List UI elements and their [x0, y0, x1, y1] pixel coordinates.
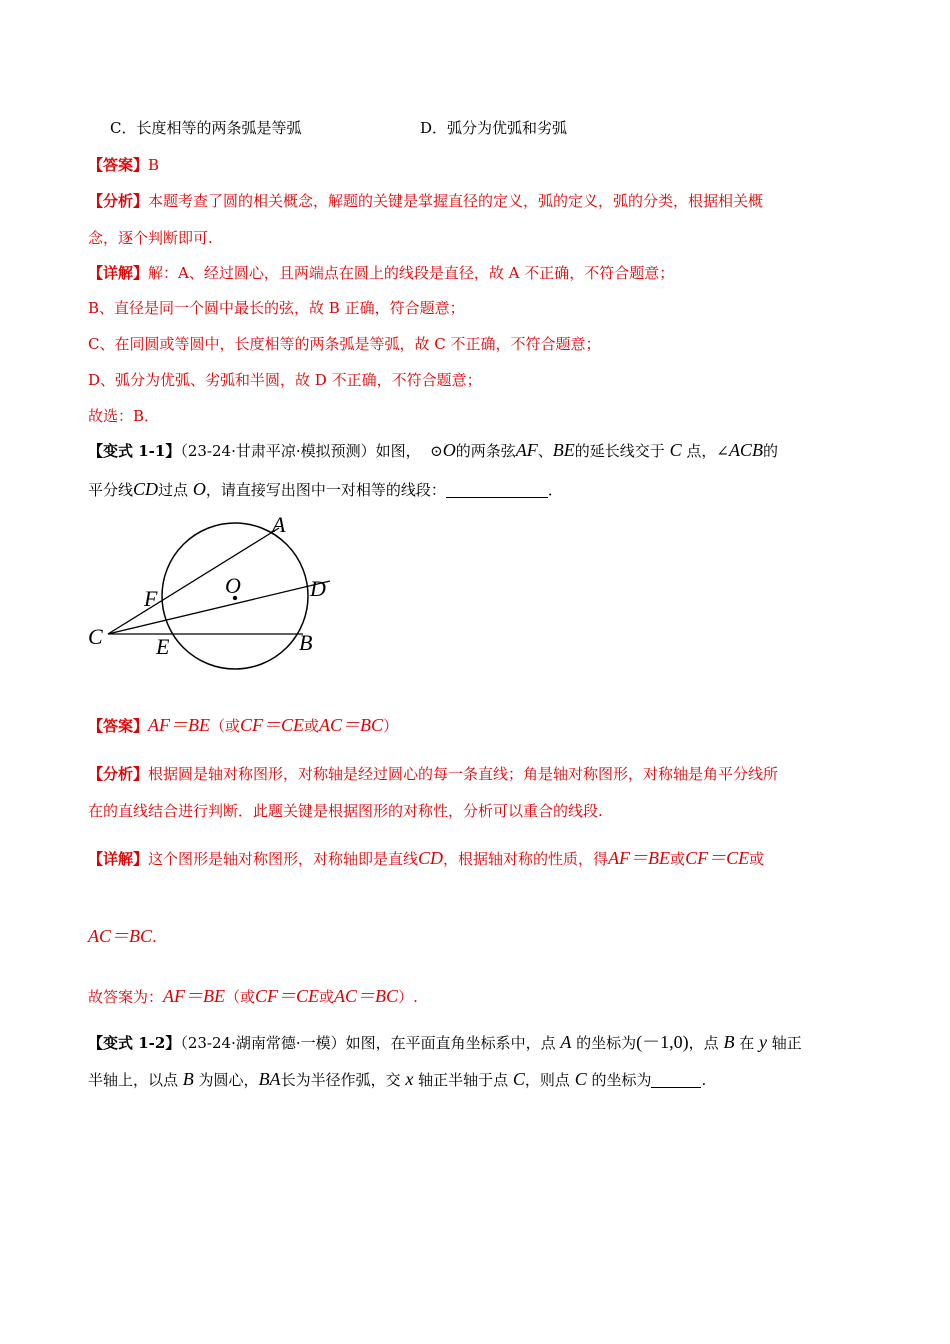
- answer-blank: [446, 481, 548, 498]
- q1-analysis-line-1: 【分析】本题考查了圆的相关概念，解题的关键是掌握直径的定义，弧的定义，弧的分类，根据相关概: [88, 192, 764, 210]
- q1-answer: 【答案】B: [88, 156, 160, 174]
- label-e: E: [156, 634, 170, 659]
- q1-detail-line-2: B、直径是同一个圆中最长的弦，故 B 正确，符合题意；: [88, 299, 465, 317]
- v11-detail-line-2: AC＝BC.: [88, 926, 157, 946]
- v12-question-line-2: 半轴上，以点 B 为圆心，BA长为半径作弧，交 x 轴正半轴于点 C，则点 C 的坐标为 .: [88, 1069, 707, 1089]
- circle-geometry-figure: [80, 508, 380, 678]
- v11-answer: 【答案】AF＝BE（或CF＝CE或AC＝BC）: [88, 715, 399, 735]
- option-d: D．弧分为优弧和劣弧: [420, 119, 568, 137]
- v11-analysis-line-2: 在的直线结合进行判断．此题关键是根据图形的对称性，分析可以重合的线段.: [88, 802, 603, 820]
- q1-analysis-line-2: 念，逐个判断即可.: [88, 229, 213, 247]
- label-c: C: [88, 624, 103, 649]
- v11-detail-line-1: 【详解】这个图形是轴对称图形，对称轴即是直线CD，根据轴对称的性质，得AF＝BE或CF＝CE或: [88, 848, 765, 868]
- q1-detail-line-3: C、在同圆或等圆中，长度相等的两条弧是等弧，故 C 不正确，不符合题意；: [88, 335, 601, 353]
- label-f: F: [144, 586, 158, 611]
- v12-question-line-1: 【变式 1-2】（23-24·湖南常德·一模）如图，在平面直角坐标系中，点 A 的坐标为(－1,0)，点 B 在 y 轴正: [88, 1032, 802, 1052]
- label-a: A: [272, 512, 286, 537]
- label-o: O: [225, 573, 241, 598]
- v11-question-line-2: 平分线CD过点 O，请直接写出图中一对相等的线段： ．: [88, 479, 563, 499]
- q1-detail-line-4: D、弧分为优弧、劣弧和半圆，故 D 不正确，不符合题意；: [88, 371, 482, 389]
- label-b: B: [299, 630, 313, 655]
- v11-analysis-line-1: 【分析】根据圆是轴对称图形，对称轴是经过圆心的每一条直线；角是轴对称图形，对称轴是角平分线所: [88, 765, 779, 783]
- v11-question-line-1: 【变式 1-1】（23-24·甘肃平凉·模拟预测）如图， ⊙O的两条弦AF、BE的延长线交于 C 点，∠ACB的: [88, 440, 778, 460]
- q1-detail-line-1: 【详解】解：A、经过圆心，且两端点在圆上的线段是直径，故 A 不正确，不符合题意；: [88, 264, 675, 282]
- segment-ca: [108, 528, 279, 634]
- q1-final: 故选：B．: [88, 407, 160, 425]
- answer-blank-2: [651, 1071, 701, 1088]
- v11-final: 故答案为：AF＝BE（或CF＝CE或AC＝BC）.: [88, 986, 418, 1006]
- segment-cd: [108, 581, 330, 634]
- option-c: C．长度相等的两条弧是等弧: [110, 119, 302, 137]
- label-d: D: [310, 576, 326, 601]
